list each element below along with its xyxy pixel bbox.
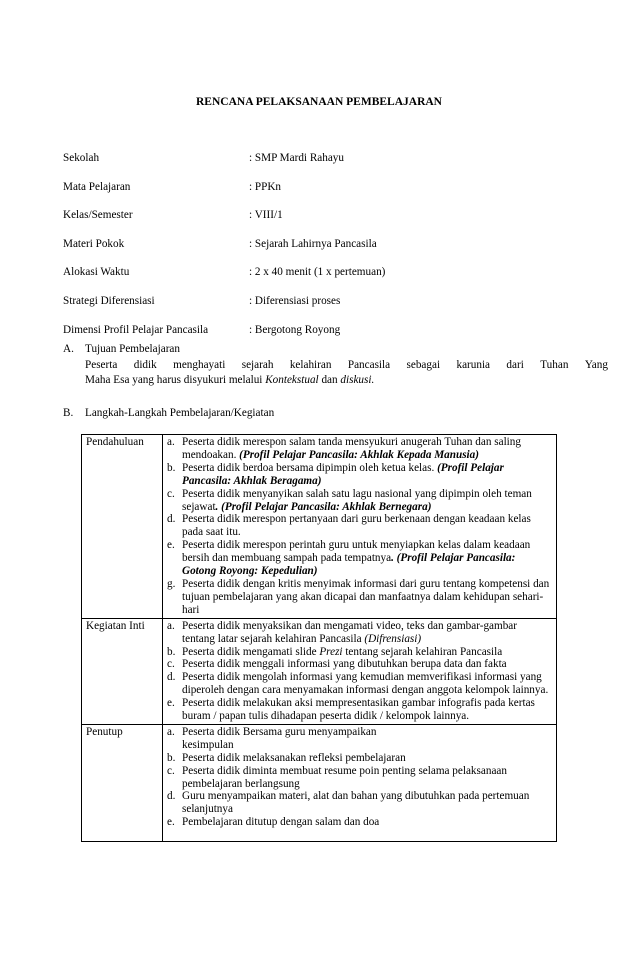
list-item (167, 539, 552, 578)
item-text: Pembelajaran ditutup dengan salam dan doa (182, 816, 380, 829)
table-row-penutup (82, 724, 557, 841)
item-text: Peserta didik merespon perintah guru untuk menyiapkan kelas dalam keadaan bersih dan membuang sampah pada tempatnya (182, 539, 531, 565)
item-text: Peserta didik menyanyikan salah satu lagu nasional yang dipimpin oleh teman sejawat (182, 487, 532, 513)
item-text: Peserta didik merespon pertanyaan dari guru berkenaan dengan keadaan kelas pada saat itu. (182, 513, 531, 539)
word: karunia (456, 359, 491, 371)
item-marker: b. (167, 461, 176, 474)
list-item (167, 578, 552, 617)
section-heading (63, 407, 608, 422)
item-marker: c. (167, 658, 175, 671)
info-label: Alokasi Waktu (63, 266, 130, 279)
item-marker: d. (167, 671, 176, 684)
info-row-kelas-semester (63, 209, 583, 238)
info-label: Sekolah (63, 152, 100, 164)
item-marker: g. (167, 577, 176, 590)
item-text: kesimpulan (182, 738, 234, 751)
word: kelahiran (289, 359, 332, 371)
word: Peserta (85, 359, 118, 371)
info-row-strategi-diferensiasi (63, 295, 583, 324)
list-item (167, 765, 552, 791)
item-text: Peserta didik melaksanakan refleksi pembelajaran (182, 751, 406, 764)
info-row-sekolah (63, 152, 583, 181)
word: Yang (584, 359, 608, 371)
activity-list (167, 436, 552, 617)
section-heading (63, 343, 608, 358)
phase-label: Pendahuluan (82, 435, 163, 619)
section-letter: B. (63, 407, 74, 419)
item-text: Peserta didik diminta membuat resume poin penting selama pelaksanaan pembelajaran berlangsung (182, 764, 507, 790)
word: didik (133, 359, 157, 371)
activity-list (167, 620, 552, 723)
paragraph-line (85, 373, 608, 388)
info-value: : Diferensiasi proses (249, 294, 341, 307)
justified-line (85, 358, 608, 373)
info-value: : SMP Mardi Rahayu (249, 152, 344, 164)
list-item (167, 816, 552, 829)
list-item (167, 513, 552, 539)
text: Maha Esa yang harus disyukuri melalui (85, 374, 266, 386)
table-row-kegiatan-inti (82, 618, 557, 724)
list-item (167, 488, 552, 514)
info-label: Strategi Diferensiasi (63, 294, 155, 307)
identity-block (63, 152, 583, 352)
phase-label: Penutup (82, 724, 163, 841)
info-label: Materi Pokok (63, 237, 125, 250)
section-title: Langkah-Langkah Pembelajaran/Kegiatan (85, 407, 275, 419)
italic-term: Kontekstual (265, 374, 319, 386)
tujuan-paragraph (85, 358, 608, 388)
info-row-mata-pelajaran (63, 181, 583, 210)
list-item (167, 620, 552, 646)
section-langkah-pembelajaran (63, 407, 608, 422)
word: menghayati (173, 359, 226, 371)
italic-term: Prezi (319, 645, 343, 658)
item-text: Peserta didik berdoa bersama dipimpin oleh ketua kelas. (182, 461, 438, 474)
word: dari (506, 359, 524, 371)
list-item (167, 462, 552, 488)
info-value: : Sejarah Lahirnya Pancasila (249, 237, 377, 250)
item-marker: b. (167, 645, 176, 658)
item-marker: e. (167, 697, 175, 710)
list-item (167, 726, 552, 752)
info-row-materi-pokok (63, 238, 583, 267)
item-marker: d. (167, 513, 176, 526)
item-marker: c. (167, 487, 175, 500)
profile-note: . (Profil Pelajar Pancasila: Akhlak Bernegara) (215, 500, 432, 513)
list-item (167, 697, 552, 723)
list-item (167, 646, 552, 659)
text: dan (318, 374, 341, 386)
item-text: Peserta didik Bersama guru menyampaikan (182, 725, 377, 738)
info-value: : PPKn (249, 180, 282, 193)
info-row-alokasi-waktu (63, 266, 583, 295)
profile-note: (Profil Pelajar Pancasila: Akhlak Beragama) (182, 461, 504, 487)
list-item (167, 752, 552, 765)
item-marker: d. (167, 790, 176, 803)
item-text: Peserta didik melakukan aksi mempresentasikan gambar infografis pada kertas buram / papan tulis dihadapan peserta didik / kelompok lainnya. (182, 697, 535, 723)
italic-note: (Difrensiasi) (364, 632, 422, 645)
phase-activities (163, 724, 557, 841)
item-text: Peserta didik mengolah informasi yang kemudian memverifikasi informasi yang diperoleh dengan cara menyamakan informasi dengan anggota kelompok lainnya. (182, 671, 549, 697)
word: sejarah (241, 359, 274, 371)
activity-list (167, 726, 552, 829)
italic-term: diskusi. (340, 374, 375, 386)
item-text: Peserta didik mengamati slide (182, 645, 320, 658)
list-item (167, 790, 552, 816)
word: sebagai (406, 359, 441, 371)
table-row-pendahuluan (82, 435, 557, 619)
info-label: Mata Pelajaran (63, 180, 131, 193)
item-marker: a. (167, 619, 175, 632)
item-marker: c. (167, 764, 175, 777)
item-text: tentang sejarah kelahiran Pancasila (342, 645, 503, 658)
info-label: Dimensi Profil Pelajar Pancasila (63, 323, 209, 336)
info-value: : VIII/1 (249, 209, 283, 222)
word: Pancasila (347, 359, 391, 371)
list-item (167, 671, 552, 697)
profile-note: (Profil Pelajar Pancasila: Akhlak Kepada Manusia) (239, 448, 479, 461)
section-tujuan-pembelajaran (63, 343, 608, 388)
activities-table (81, 434, 557, 842)
list-item (167, 436, 552, 462)
item-text: Peserta didik merespon salam tanda mensyukuri anugerah Tuhan dan saling mendoakan. (182, 436, 521, 461)
section-title: Tujuan Pembelajaran (85, 343, 180, 355)
item-marker: a. (167, 436, 175, 448)
document-title: RENCANA PELAKSANAAN PEMBELAJARAN (196, 96, 442, 108)
list-item (167, 658, 552, 671)
item-text: Peserta didik menyaksikan dan mengamati video, teks dan gambar-gambar tentang latar sejarah kelahiran Pancasila (182, 619, 517, 645)
info-label: Kelas/Semester (63, 209, 133, 222)
item-text: Peserta didik menggali informasi yang dibutuhkan berupa data dan fakta (182, 658, 507, 671)
item-marker: e. (167, 539, 175, 552)
phase-label: Kegiatan Inti (82, 618, 163, 724)
phase-activities (163, 435, 557, 619)
word: Tuhan (540, 359, 569, 371)
info-value: : 2 x 40 menit (1 x pertemuan) (249, 266, 386, 279)
section-letter: A. (63, 343, 74, 355)
item-marker: e. (167, 816, 175, 829)
item-marker: a. (167, 725, 175, 738)
item-text: Peserta didik dengan kritis menyimak informasi dari guru tentang kompetensi dan tujuan pembelajaran yang akan dicapai dan manfaatnya dalam kehidupan sehari-hari (182, 577, 550, 616)
profile-note: . (Profil Pelajar Pancasila: Gotong Royong: Kepedulian) (182, 552, 516, 578)
item-text: Guru menyampaikan materi, alat dan bahan yang dibutuhkan pada pertemuan selanjutnya (182, 790, 530, 816)
info-value: : Bergotong Royong (249, 323, 341, 336)
phase-activities (163, 618, 557, 724)
item-marker: b. (167, 751, 176, 764)
